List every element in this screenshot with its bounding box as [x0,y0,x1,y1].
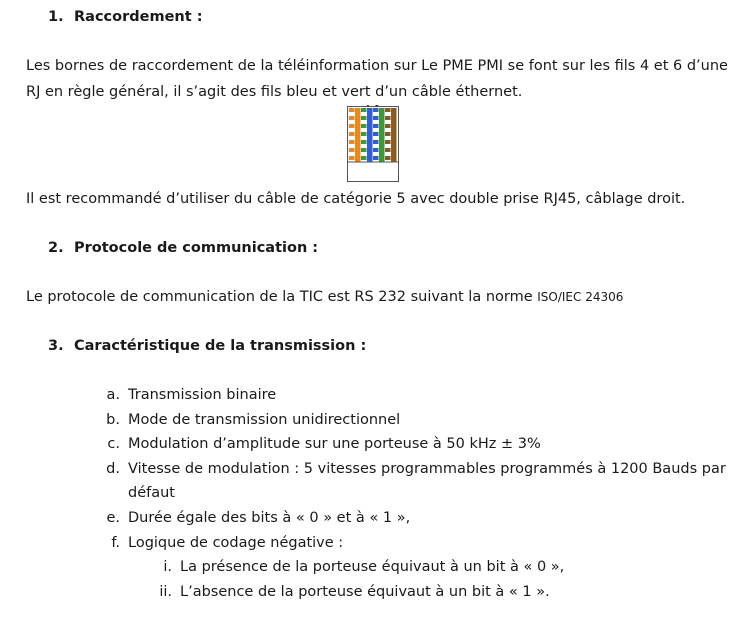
list-item-d [106,461,726,477]
section-3-heading [48,338,366,354]
wire-5-stripe [373,132,379,136]
wire-3-stripe [361,156,367,160]
section-2-title: Protocole de communication : [74,240,319,256]
section-3-number: 3. [48,338,64,354]
list-item-text: Modulation d’amplitude sur une porteuse à 50 kHz ± 3% [128,436,541,452]
wire-5-stripe [373,156,379,160]
wire-1-stripe [349,148,355,152]
wire-5-stripe [373,116,379,120]
list-item-text: Transmission binaire [128,387,277,403]
section-2-number: 2. [48,240,64,256]
section-2-heading [48,240,318,256]
wire-5-stripe [373,148,379,152]
list-marker: a. [106,387,120,403]
list-marker: b. [106,412,120,428]
wire-3-stripe [361,116,367,120]
list-item-b [106,412,401,428]
section-1-para-2: Il est recommandé d’utiliser du câble de catégorie 5 avec double prise RJ45, câblage droit. [26,191,686,207]
list-marker: d. [106,461,120,477]
list-item-d-continued: défaut [128,485,175,501]
wire-2 [355,108,361,162]
list-marker: c. [107,436,120,452]
wire-1-stripe [349,132,355,136]
wire-7-stripe [385,108,391,112]
section-1-number: 1. [48,9,64,25]
wire-1-stripe [349,140,355,144]
section-2-norm: ISO/IEC 24306 [537,290,624,304]
sub-marker: i. [163,559,172,575]
wire-6 [379,108,385,162]
list-marker: f. [111,535,120,551]
wire-1-stripe [349,156,355,160]
wire-5-stripe [373,108,379,112]
list-item-e [106,510,411,526]
list-item-c [107,436,541,452]
section-2-para [26,289,623,305]
wire-3-stripe [361,108,367,112]
wire-3-stripe [361,132,367,136]
list-item-text: Durée égale des bits à « 0 » et à « 1 », [128,510,411,526]
wire-7-stripe [385,132,391,136]
wire-8 [391,108,397,162]
wire-7-stripe [385,156,391,160]
wire-1-stripe [349,108,355,112]
list-item-text: Logique de codage négative : [128,535,344,551]
section-1-title: Raccordement : [74,9,203,25]
wire-7-stripe [385,116,391,120]
section-1-para-line-1: Les bornes de raccordement de la téléinformation sur Le PME PMI se font sur les fils 4 et 6 d’une [26,58,728,74]
wire-7-stripe [385,148,391,152]
list-item-text: Vitesse de modulation : 5 vitesses programmables programmés à 1200 Bauds par [128,461,726,477]
rj45-connector-figure [347,106,399,182]
wire-3-stripe [361,124,367,128]
wire-1-stripe [349,116,355,120]
sub-item-text: La présence de la porteuse équivaut à un bit à « 0 », [180,559,565,575]
sub-item-ii [159,584,550,600]
section-3-title: Caractéristique de la transmission : [74,338,367,354]
wire-3-stripe [361,140,367,144]
section-2-para-main: Le protocole de communication de la TIC est RS 232 suivant la norme [26,289,538,305]
sub-item-i [163,559,565,575]
list-item-f [111,535,344,551]
wire-4 [367,108,373,162]
list-item-text: Mode de transmission unidirectionnel [128,412,401,428]
sub-item-text: L’absence de la porteuse équivaut à un bit à « 1 ». [180,584,550,600]
sub-marker: ii. [159,584,172,600]
wire-3-stripe [361,148,367,152]
section-1-heading [48,9,203,25]
section-1-para-line-2: RJ en règle général, il s’agit des fils bleu et vert d’un câble éthernet. [26,84,523,100]
wire-7-stripe [385,140,391,144]
list-item-a [106,387,277,403]
wire-5-stripe [373,124,379,128]
list-marker: e. [106,510,120,526]
wire-1-stripe [349,124,355,128]
wire-7-stripe [385,124,391,128]
wire-5-stripe [373,140,379,144]
